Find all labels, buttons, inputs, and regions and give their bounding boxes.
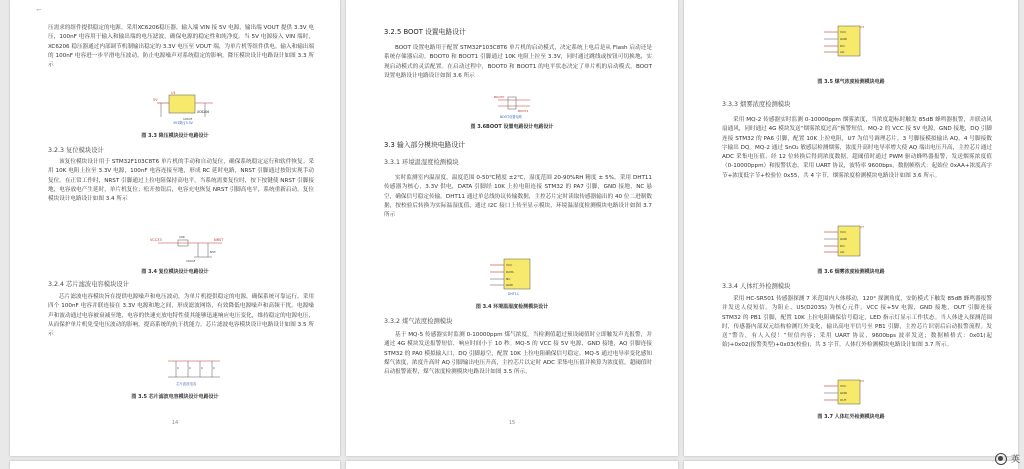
dht-title: DHT11	[508, 292, 519, 296]
system-tray	[995, 452, 1020, 465]
fig34-label-r: 10K	[179, 235, 185, 239]
heading-3-3-1: 3.3.1 环境温湿度检测模块	[384, 159, 459, 166]
mq2-pin-vcc: VCC	[840, 230, 847, 234]
heading-3-3-2: 3.3.2 煤气浓度检测模块	[384, 318, 453, 325]
heading-3-3-4: 3.3.4 人体红外检测模块	[722, 283, 791, 290]
figure-mq2-circuit	[820, 222, 870, 264]
fig36-title: BOOT设置电路	[500, 115, 522, 119]
document-page-14	[10, 0, 340, 456]
paragraph-filter: 芯片滤波电容模块旨在提供电源噪声和电压波动，为单片机提供稳定的电源，确保系统可靠运行。采用四个 100nF 电容并联连接在 3.3V 电源和地之间，形成滤波网络，有效降低电源噪声和高频干扰。电源噪声和波动通过电容被衰减至地，电容的快速充放电特性使其能够迅速响应电压变化，维持稳定的电源电压，从而保护单片机免受电压波动的影响，提高系统的抗干扰能力。芯片滤波电容模块设计电路设计如图 3.5 所示	[48, 294, 314, 338]
fig35-c3: C	[201, 366, 204, 370]
mq5-pin-ao: AO	[840, 50, 845, 54]
page-number: 14	[171, 420, 179, 426]
paragraph-gas: 基于 MQ-5 传感器实时监测 0-10000ppm 煤气浓度，当检测值超过预设阈值时立即触发声光报警，并通过 4G 模块发送报警短信，响应时间小于 10 秒。MQ-5 的 VCC 接 5V 电源，GND 接地，AQ 引脚连接 STM32 的 PA0 模拟输入口，DQ 引脚悬空，配置 10K 上拉电阻确保信号稳定。MQ-5 通过电导率变化感知煤气浓度，浓度升高时 AQ 引脚输出电压升高，主控芯片以定时 ADC 采集电压值并换算为浓度值，超阈值时启动报警流程，煤气浓度检测模块电路设计如图 3.5 所示。	[384, 332, 652, 376]
fig34-label-c: 100nF	[186, 259, 196, 263]
figure-pir-circuit	[820, 376, 870, 410]
next-page-edge	[346, 461, 678, 469]
mq2-pin-gnd: GND	[840, 237, 847, 241]
caption-3-5: 图 3.5 芯片滤波电容模块设计电路设计	[131, 394, 219, 400]
fig33-label-5v: 5V	[153, 98, 158, 102]
language-indicator[interactable]: 英	[1010, 455, 1020, 465]
paragraph-boot: BOOT 设置电路用于配置 STM32F103C8T6 单片机的启动模式，决定系统上电后是从 Flash 启动还是系统存储器启动。BOOT0 和 BOOT1 引脚通过 10K 电阻上拉至 3.3V，同时通过跳线或按钮可切换地，实现启动模式的灵活配置。在启动过程中，BOOT0 和 BOOT1 的电平状态决定了单片机的启动模式。BOOT 设置电路设计电路设计如图 3.6 所示	[384, 45, 652, 79]
figure-mq5-circuit	[820, 22, 870, 64]
figure-3-4-reset-circuit	[150, 233, 230, 263]
figure-3-3-buck-circuit	[153, 89, 223, 125]
fig34-label-vcc: VCC33	[150, 238, 162, 242]
fig33-label-out: 3V3降压3.3V	[173, 121, 193, 125]
fig33-label-cap: 100nF	[183, 117, 193, 121]
mq5-pin-gnd: GND	[840, 37, 847, 41]
fig35-c1: C	[177, 366, 180, 370]
corner-mark: ⌐	[36, 6, 42, 14]
caption-mq5: 图 3.5 煤气浓度检测模块电路	[817, 79, 885, 85]
pir-pin-out: OUT	[840, 398, 847, 402]
next-page-edge	[10, 461, 340, 469]
document-page-15	[346, 0, 678, 456]
fig34-label-nrst: NRST	[214, 238, 224, 242]
caption-3-3: 图 3.3 降压模块设计电路设计	[141, 133, 209, 139]
heading-3-2-3: 3.2.3 复位模块设计	[48, 147, 104, 154]
dht-pin-gnd: GND	[506, 283, 513, 287]
paragraph-reset: 该复位模块设计用于 STM32F103C8T6 单片机的手动和自动复位，确保系统稳定运行和软件恢复。采用 10K 电阻上拉至 3.3V 电源，100nF 电容连接至地，形成 RC 延时电路，NRST 引脚通过按钮实现手动复位。在正常工作时，NRST 引脚通过上拉电阻保持高电平，当系统需要复位时，按下按键使 NRST 引脚接地，电容放电产生延时，单片机复位；松开按钮后，电容充电恢复 NRST 引脚高电平，系统重新启动。复位模块设计电路设计如图 3.4 所示	[48, 159, 314, 203]
mq5-ref: U3	[860, 25, 865, 29]
fig34-label-rst: RST	[210, 250, 216, 254]
heading-3-3: 3.3 输入部分模块电路设计	[384, 141, 465, 149]
paragraph-pir: 采用 HC-SR501 传感器探测 7 米范围内人体移动，120° 探测角度，安防模式下触发 85dB 蜂鸣器报警并发送人侵短信。为阻止、U5(D203S) 为核心元件，VCC 接+5V 电源，GND 接地，OUT 引脚连接 STM32 的 PB1 引脚，配置 10K 上拉电阻确保信号稳定，LED 指示灯显示工作状态。当人体进入探测范围时，传感器内部双元结构检测红外变化，输出高电平信号至 PB1 引脚，主控芯片识别后启动报警流程。发送“警告，有人入侵！”短信内容；采用 UART 协议，9600bps 波率发送；数据帧格式：0x01(起始)+0x02(报警类型)+0x03(校验)，共 3 字节。人体红外检测模块电路设计如图 3.7 所示。	[722, 296, 992, 349]
figure-3-5-filter-caps	[164, 355, 224, 387]
input-method-icon[interactable]	[995, 453, 1007, 465]
caption-3-4: 图 3.4 复位模块设计电路设计	[141, 269, 209, 275]
fig33-label-u1: U1	[171, 91, 176, 95]
caption-dht11: 图 3.4 环境温湿度检测模块设计	[475, 304, 549, 310]
fig35-title: 芯片滤波电容	[176, 382, 197, 386]
mq5-pin-vcc: VCC	[840, 30, 847, 34]
paragraph-power: 压需求的组件提供稳定的电源。采用XC6206稳压器，输入端 VIN 接 5V 电源，输出端 VOUT 提供 3.3V 电压，100nF 电容用于输入和输出端的电压滤波，确保电源的稳定性和纯净度。当 5V 电源接入 VIN 端时，XC6206 稳压器通过内部调节机制输出稳定的 3.3V 电压至 VOUT 端，为单片机等组件供电。输入和输出端的 100nF 电容进一步平滑电压波动，防止电源噪声对系统稳定的影响。降压模块设计电路设计如图 3.3 所示	[48, 25, 314, 69]
caption-mq2: 图 3.6 烟雾浓度检测模块电路	[817, 269, 885, 275]
fig35-c4: C	[213, 366, 216, 370]
heading-3-2-4: 3.2.4 芯片滤波电容模块设计	[48, 281, 129, 288]
fig35-c2: C	[189, 366, 192, 370]
figure-3-6-boot-circuit	[494, 94, 534, 120]
mq2-ref: U7	[860, 225, 865, 229]
document-page-16	[684, 0, 1018, 456]
fig33-label-chip: XC6206	[197, 110, 210, 114]
page-number: 15	[508, 420, 516, 426]
dht-pin-data: DATA	[506, 270, 514, 274]
mq5-pin-do: DO	[840, 44, 845, 48]
fig36-boot0: BOOT0	[494, 95, 505, 99]
pir-ref: U5	[860, 379, 865, 383]
heading-3-3-3: 3.3.3 烟雾浓度检测模块	[722, 101, 791, 108]
caption-pir: 图 3.7 人体红外检测模块电路	[817, 414, 885, 420]
paragraph-smoke: 采用 MQ-2 传感器实时监测 0-10000ppm 烟雾浓度，当浓度超标时触发 85dB 蜂鸣器报警，并联动风扇通风，同时通过 4G 模块发送“烟雾浓度过高”预警短信。MQ-2 的 VCC 接 5V 电源，GND 接地，DQ 引脚连接 STM32 的 PA6 引脚，配置 10K 上拉电阻，U7 为信号调理芯片，3 号脚接模拟输出 AQ，4 号脚接数字输出 DQ。MQ-2 通过 SnO₂ 敏感层检测烟雾，浓度升高时电导率增大使 AQ 端出电压升高，主控芯片通过 ADC 采集电压值，经 12 位转换后得到浓度数据，超阈值时通过 PWM 驱动蜂鸣器报警，发送烟雾浓度值（0-10000ppm）和报警状态。采用 UART 协议，波特率 9600bps，数据帧格式：起始位 0xAA+浓度高字节+浓度低字节+校验位 0x55，共 4 字节，烟雾浓度检测模块电路设计如图 3.6 所示。	[722, 117, 992, 179]
heading-3-2-5: 3.2.5 BOOT 设置电路设计	[384, 28, 466, 36]
fig36-boot1: BOOT1	[518, 109, 529, 113]
pir-pin-gnd: GND	[840, 391, 847, 395]
mq2-pin-do: DO	[840, 244, 845, 248]
paragraph-dht11: 实时监测室内温湿度，温度范围 0-50℃精度 ±2℃，湿度范围 20-90%RH 精度 ± 5%。采用 DHT11 传感器为核心，3.3V 供电，DATA 引脚经 10K 上拉电阻连接 STM32 的 PA7 引脚，GND 接地，NC 悬空，确保信号稳定传输。DHT11 通过单总线协议传输数据，主控芯片定时读取传感器输出的 40 位二进制数据，按校验后转换为实际温湿度值，通过 I2C 接口上传至显示模块，环境温湿度检测模块电路设计如图 3.7 所示	[384, 175, 652, 219]
pir-pin-vcc: VCC	[840, 384, 847, 388]
dht-pin-nc: NC	[506, 277, 511, 281]
figure-dht11-circuit	[486, 255, 546, 297]
mq2-pin-ao: AO	[840, 250, 845, 254]
caption-3-6: 图 3.6BOOT 设置电路设计电路设计	[470, 124, 554, 130]
next-page-edge	[684, 461, 1018, 469]
dht-pin-vcc: VCC	[506, 263, 513, 267]
